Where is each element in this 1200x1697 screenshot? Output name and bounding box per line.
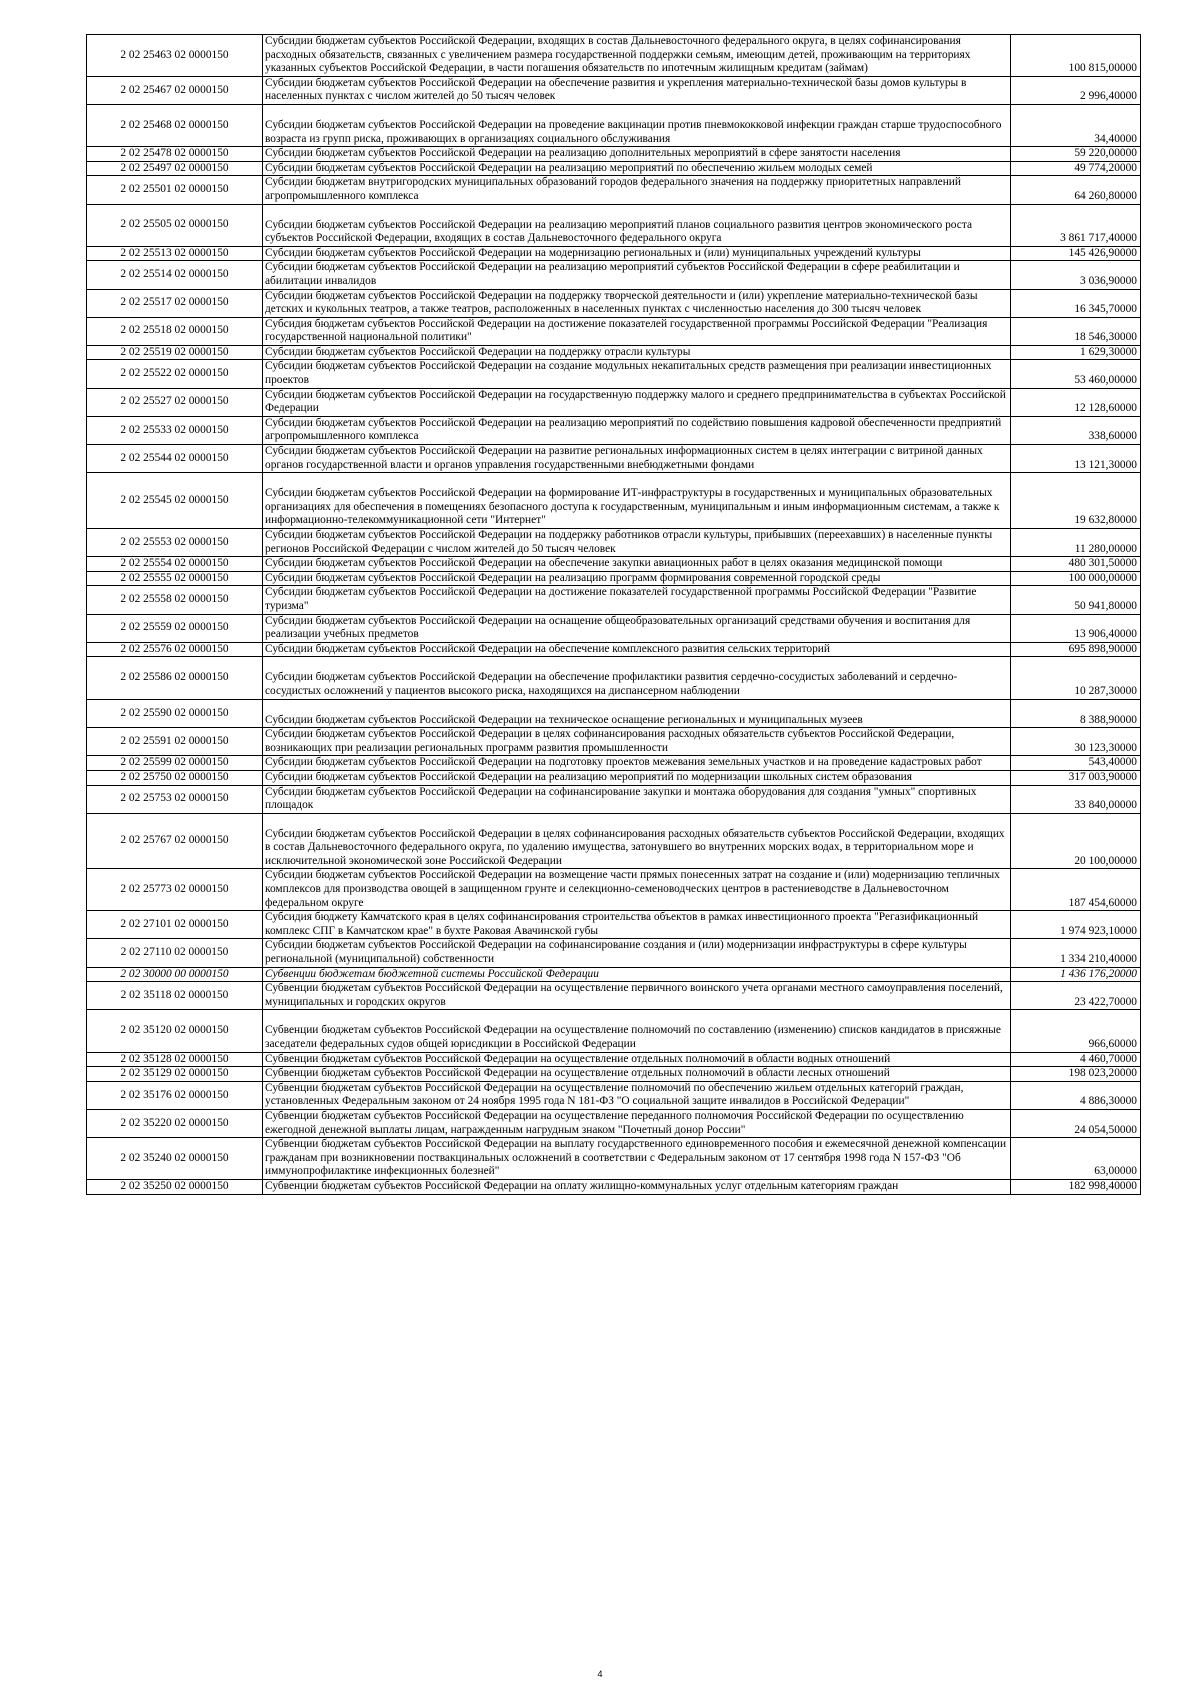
amount-cell: 3 861 717,40000 [1011,204,1141,246]
table-row [87,416,1141,444]
amount-cell: 182 998,40000 [1011,1179,1141,1194]
code-cell: 2 02 25497 02 0000150 [87,161,263,176]
code-cell: 2 02 25558 02 0000150 [87,586,263,614]
code-cell: 2 02 25753 02 0000150 [87,785,263,813]
description-cell: Субсидии бюджетам субъектов Российской Федерации на модернизацию региональных и (или) муниципальных учреждений культуры [263,246,1011,261]
code-cell: 2 02 25545 02 0000150 [87,473,263,529]
description-cell: Субвенции бюджетам субъектов Российской Федерации на осуществление отдельных полномочий в области водных отношений [263,1052,1011,1067]
description-cell: Субсидии бюджетам внутригородских муниципальных образований городов федерального значения на поддержку приоритетных направлений агропромышленного комплекса [263,176,1011,204]
amount-cell: 10 287,30000 [1011,657,1141,699]
code-cell: 2 02 25591 02 0000150 [87,728,263,756]
description-cell: Субсидии бюджетам субъектов Российской Федерации, входящих в состав Дальневосточного федерального округа, в целях софинансирования расходных обязательств, связанных с увеличением размера государственной поддержки семьям, имеющим детей, проживающим на территориях указанных субъектов Российской Федерации, в части погашения обязательств по ипотечным жилищным кредитам (займам) [263,35,1011,77]
code-cell: 2 02 25527 02 0000150 [87,388,263,416]
code-cell: 2 02 25517 02 0000150 [87,289,263,317]
table-row [87,1081,1141,1109]
description-cell: Субсидии бюджетам субъектов Российской Федерации в целях софинансирования расходных обязательств субъектов Российской Федерации, входящих в состав Дальневосточного федерального округа, по удалению имущества, затонувшего во внутренних морских водах, в территориальном море и исключительной экономической зоне Российской Федерации [263,813,1011,869]
code-cell: 2 02 25553 02 0000150 [87,529,263,557]
table-row [87,967,1141,982]
table-row [87,317,1141,345]
description-cell: Субсидии бюджетам субъектов Российской Федерации на техническое оснащение региональных и муниципальных музеев [263,699,1011,728]
description-cell: Субвенции бюджетам субъектов Российской Федерации на осуществление полномочий по обеспечению жильем отдельных категорий граждан, установленных Федеральным законом от 24 ноября 1995 года N 181-ФЗ "О социальной защите инвалидов в Российской Федерации" [263,1081,1011,1109]
code-cell: 2 02 30000 00 0000150 [87,967,263,982]
table-row [87,261,1141,289]
amount-cell: 1 629,30000 [1011,345,1141,360]
amount-cell: 33 840,00000 [1011,785,1141,813]
amount-cell: 59 220,00000 [1011,147,1141,162]
table-row [87,982,1141,1010]
table-row [87,104,1141,146]
amount-cell: 3 036,90000 [1011,261,1141,289]
table-row [87,147,1141,162]
code-cell: 2 02 25519 02 0000150 [87,345,263,360]
description-cell: Субсидии бюджетам субъектов Российской Федерации на реализацию мероприятий субъектов Российской Федерации в сфере реабилитации и абилитации инвалидов [263,261,1011,289]
code-cell: 2 02 27101 02 0000150 [87,911,263,939]
amount-cell: 53 460,00000 [1011,360,1141,388]
amount-cell: 20 100,00000 [1011,813,1141,869]
table-row [87,1179,1141,1194]
code-cell: 2 02 35118 02 0000150 [87,982,263,1010]
code-cell: 2 02 25586 02 0000150 [87,657,263,699]
revenue-table [86,34,1141,1195]
code-cell: 2 02 25514 02 0000150 [87,261,263,289]
description-cell: Субсидии бюджетам субъектов Российской Федерации на реализацию мероприятий по модернизации школьных систем образования [263,770,1011,785]
amount-cell: 34,40000 [1011,104,1141,146]
table-row [87,657,1141,699]
table-row [87,785,1141,813]
code-cell: 2 02 25501 02 0000150 [87,176,263,204]
code-cell: 2 02 35250 02 0000150 [87,1179,263,1194]
table-row [87,614,1141,642]
description-cell: Субсидии бюджетам субъектов Российской Федерации на создание модульных некапитальных средств размещения при реализации инвестиционных проектов [263,360,1011,388]
amount-cell: 187 454,60000 [1011,869,1141,911]
table-row [87,586,1141,614]
amount-cell: 543,40000 [1011,756,1141,771]
description-cell: Субсидии бюджетам субъектов Российской Федерации на формирование ИТ-инфраструктуры в государственных и муниципальных образовательных организациях для обеспечения в помещениях безопасного доступа к государственным, муниципальным и иным информационным системам, а также к информационно-телекоммуникационной сети "Интернет" [263,473,1011,529]
description-cell: Субсидии бюджетам субъектов Российской Федерации на софинансирование закупки и монтажа оборудования для создания "умных" спортивных площадок [263,785,1011,813]
description-cell: Субсидии бюджетам субъектов Российской Федерации на обеспечение профилактики развития сердечно-сосудистых заболеваний и сердечно-сосудистых осложнений у пациентов высокого риска, находящихся на диспансерном наблюдении [263,657,1011,699]
amount-cell: 145 426,90000 [1011,246,1141,261]
code-cell: 2 02 35129 02 0000150 [87,1067,263,1082]
amount-cell: 100 815,00000 [1011,35,1141,77]
table-row [87,557,1141,572]
description-cell: Субсидии бюджетам субъектов Российской Федерации на реализацию программ формирования современной городской среды [263,571,1011,586]
description-cell: Субсидии бюджетам субъектов Российской Федерации на реализацию дополнительных мероприятий в сфере занятости населения [263,147,1011,162]
table-row [87,76,1141,104]
amount-cell: 63,00000 [1011,1138,1141,1180]
description-cell: Субвенции бюджетам бюджетной системы Российской Федерации [263,967,1011,982]
table-row [87,571,1141,586]
amount-cell: 30 123,30000 [1011,728,1141,756]
amount-cell: 695 898,90000 [1011,642,1141,657]
amount-cell: 16 345,70000 [1011,289,1141,317]
table-row [87,1067,1141,1082]
amount-cell: 13 906,40000 [1011,614,1141,642]
table-row [87,289,1141,317]
table-row [87,35,1141,77]
description-cell: Субсидии бюджетам субъектов Российской Федерации на реализацию мероприятий по содействию повышения кадровой обеспеченности предприятий агропромышленного комплекса [263,416,1011,444]
code-cell: 2 02 25544 02 0000150 [87,445,263,473]
description-cell: Субсидия бюджетам субъектов Российской Федерации на достижение показателей государственной программы Российской Федерации "Реализация государственной национальной политики" [263,317,1011,345]
table-row [87,642,1141,657]
amount-cell: 23 422,70000 [1011,982,1141,1010]
code-cell: 2 02 25590 02 0000150 [87,699,263,728]
amount-cell: 50 941,80000 [1011,586,1141,614]
table-row [87,345,1141,360]
code-cell: 2 02 35240 02 0000150 [87,1138,263,1180]
table-row [87,388,1141,416]
code-cell: 2 02 25505 02 0000150 [87,204,263,246]
code-cell: 2 02 25767 02 0000150 [87,813,263,869]
code-cell: 2 02 25467 02 0000150 [87,76,263,104]
amount-cell: 24 054,50000 [1011,1109,1141,1137]
amount-cell: 1 436 176,20000 [1011,967,1141,982]
description-cell: Субвенции бюджетам субъектов Российской Федерации на осуществление переданного полномочия Российской Федерации по осуществлению ежегодной денежной выплаты лицам, награжденным нагрудным знаком "Почетный донор России" [263,1109,1011,1137]
amount-cell: 49 774,20000 [1011,161,1141,176]
description-cell: Субсидии бюджетам субъектов Российской Федерации на достижение показателей государственной программы Российской Федерации "Развитие туризма" [263,586,1011,614]
description-cell: Субсидии бюджетам субъектов Российской Федерации на возмещение части прямых понесенных затрат на создание и (или) модернизацию тепличных комплексов для производства овощей в защищенном грунте и селекционно-семеноводческих центров в растениеводстве в Дальневосточном федеральном округе [263,869,1011,911]
page-number: 4 [597,1669,603,1679]
table-row [87,911,1141,939]
description-cell: Субсидии бюджетам субъектов Российской Федерации на поддержку отрасли культуры [263,345,1011,360]
amount-cell: 12 128,60000 [1011,388,1141,416]
description-cell: Субсидии бюджетам субъектов Российской Федерации на реализацию мероприятий планов социального развития центров экономического роста субъектов Российской Федерации, входящих в состав Дальневосточного федерального округа [263,204,1011,246]
table-row [87,529,1141,557]
code-cell: 2 02 35176 02 0000150 [87,1081,263,1109]
code-cell: 2 02 25773 02 0000150 [87,869,263,911]
code-cell: 2 02 25468 02 0000150 [87,104,263,146]
amount-cell: 64 260,80000 [1011,176,1141,204]
code-cell: 2 02 35120 02 0000150 [87,1010,263,1052]
description-cell: Субсидия бюджету Камчатского края в целях софинансирования строительства объектов в рамках инвестиционного проекта "Регазификационный комплекс СПГ в Камчатском крае" в бухте Раковая Авачинской губы [263,911,1011,939]
table-body [87,35,1141,1195]
code-cell: 2 02 35128 02 0000150 [87,1052,263,1067]
description-cell: Субвенции бюджетам субъектов Российской Федерации на выплату государственного единовременного пособия и ежемесячной денежной компенсации гражданам при возникновении поствакцинальных осложнений в соответствии с Федеральным законом от 17 сентября 1998 года N 157-ФЗ "Об иммунопрофилактике инфекционных болезней" [263,1138,1011,1180]
code-cell: 2 02 25533 02 0000150 [87,416,263,444]
table-row [87,473,1141,529]
amount-cell: 317 003,90000 [1011,770,1141,785]
code-cell: 2 02 25555 02 0000150 [87,571,263,586]
table-row [87,756,1141,771]
description-cell: Субсидии бюджетам субъектов Российской Федерации на обеспечение комплексного развития сельских территорий [263,642,1011,657]
table-row [87,813,1141,869]
amount-cell: 198 023,20000 [1011,1067,1141,1082]
amount-cell: 8 388,90000 [1011,699,1141,728]
description-cell: Субсидии бюджетам субъектов Российской Федерации на реализацию мероприятий по обеспечению жильем молодых семей [263,161,1011,176]
code-cell: 2 02 27110 02 0000150 [87,939,263,967]
table-row [87,1010,1141,1052]
table-row [87,1109,1141,1137]
code-cell: 2 02 25513 02 0000150 [87,246,263,261]
table-row [87,445,1141,473]
description-cell: Субсидии бюджетам субъектов Российской Федерации на обеспечение развития и укрепления материально-технической базы домов культуры в населенных пунктах с числом жителей до 50 тысяч человек [263,76,1011,104]
amount-cell: 4 460,70000 [1011,1052,1141,1067]
code-cell: 2 02 25478 02 0000150 [87,147,263,162]
description-cell: Субвенции бюджетам субъектов Российской Федерации на осуществление первичного воинского учета органами местного самоуправления поселений, муниципальных и городских округов [263,982,1011,1010]
table-row [87,770,1141,785]
table-row [87,1138,1141,1180]
description-cell: Субсидии бюджетам субъектов Российской Федерации на обеспечение закупки авиационных работ в целях оказания медицинской помощи [263,557,1011,572]
amount-cell: 1 334 210,40000 [1011,939,1141,967]
amount-cell: 1 974 923,10000 [1011,911,1141,939]
table-row [87,161,1141,176]
amount-cell: 100 000,00000 [1011,571,1141,586]
description-cell: Субсидии бюджетам субъектов Российской Федерации на государственную поддержку малого и среднего предпринимательства в субъектах Российской Федерации [263,388,1011,416]
code-cell: 2 02 35220 02 0000150 [87,1109,263,1137]
code-cell: 2 02 25554 02 0000150 [87,557,263,572]
description-cell: Субвенции бюджетам субъектов Российской Федерации на осуществление полномочий по составлению (изменению) списков кандидатов в присяжные заседатели федеральных судов общей юрисдикции в Российской Федерации [263,1010,1011,1052]
description-cell: Субвенции бюджетам субъектов Российской Федерации на осуществление отдельных полномочий в области лесных отношений [263,1067,1011,1082]
description-cell: Субсидии бюджетам субъектов Российской Федерации на поддержку работников отрасли культуры, прибывших (переехавших) в населенные пункты регионов Российской Федерации с числом жителей до 50 тысяч человек [263,529,1011,557]
description-cell: Субвенции бюджетам субъектов Российской Федерации на оплату жилищно-коммунальных услуг отдельным категориям граждан [263,1179,1011,1194]
table-row [87,204,1141,246]
code-cell: 2 02 25576 02 0000150 [87,642,263,657]
description-cell: Субсидии бюджетам субъектов Российской Федерации на оснащение общеобразовательных организаций средствами обучения и воспитания для реализации учебных предметов [263,614,1011,642]
code-cell: 2 02 25518 02 0000150 [87,317,263,345]
amount-cell: 4 886,30000 [1011,1081,1141,1109]
table-row [87,176,1141,204]
table-row [87,699,1141,728]
table-row [87,728,1141,756]
table-row [87,360,1141,388]
code-cell: 2 02 25463 02 0000150 [87,35,263,77]
description-cell: Субсидии бюджетам субъектов Российской Федерации на развитие региональных информационных систем в целях интеграции с витриной данных органов государственной власти и органов управления государственными внебюджетными фондами [263,445,1011,473]
code-cell: 2 02 25559 02 0000150 [87,614,263,642]
description-cell: Субсидии бюджетам субъектов Российской Федерации в целях софинансирования расходных обязательств субъектов Российской Федерации, возникающих при реализации региональных программ развития промышленности [263,728,1011,756]
code-cell: 2 02 25599 02 0000150 [87,756,263,771]
table-row [87,1052,1141,1067]
amount-cell: 480 301,50000 [1011,557,1141,572]
amount-cell: 966,60000 [1011,1010,1141,1052]
amount-cell: 338,60000 [1011,416,1141,444]
table-row [87,869,1141,911]
amount-cell: 2 996,40000 [1011,76,1141,104]
amount-cell: 18 546,30000 [1011,317,1141,345]
amount-cell: 19 632,80000 [1011,473,1141,529]
amount-cell: 13 121,30000 [1011,445,1141,473]
code-cell: 2 02 25522 02 0000150 [87,360,263,388]
description-cell: Субсидии бюджетам субъектов Российской Федерации на проведение вакцинации против пневмококковой инфекции граждан старше трудоспособного возраста из групп риска, проживающих в организациях социального обслуживания [263,104,1011,146]
table-row [87,246,1141,261]
amount-cell: 11 280,00000 [1011,529,1141,557]
table-row [87,939,1141,967]
description-cell: Субсидии бюджетам субъектов Российской Федерации на софинансирование создания и (или) модернизации инфраструктуры в сфере культуры региональной (муниципальной) собственности [263,939,1011,967]
description-cell: Субсидии бюджетам субъектов Российской Федерации на подготовку проектов межевания земельных участков и на проведение кадастровых работ [263,756,1011,771]
description-cell: Субсидии бюджетам субъектов Российской Федерации на поддержку творческой деятельности и (или) укрепление материально-технической базы детских и кукольных театров, а также театров, расположенных в населенных пунктах с численностью населения до 300 тысяч человек [263,289,1011,317]
code-cell: 2 02 25750 02 0000150 [87,770,263,785]
